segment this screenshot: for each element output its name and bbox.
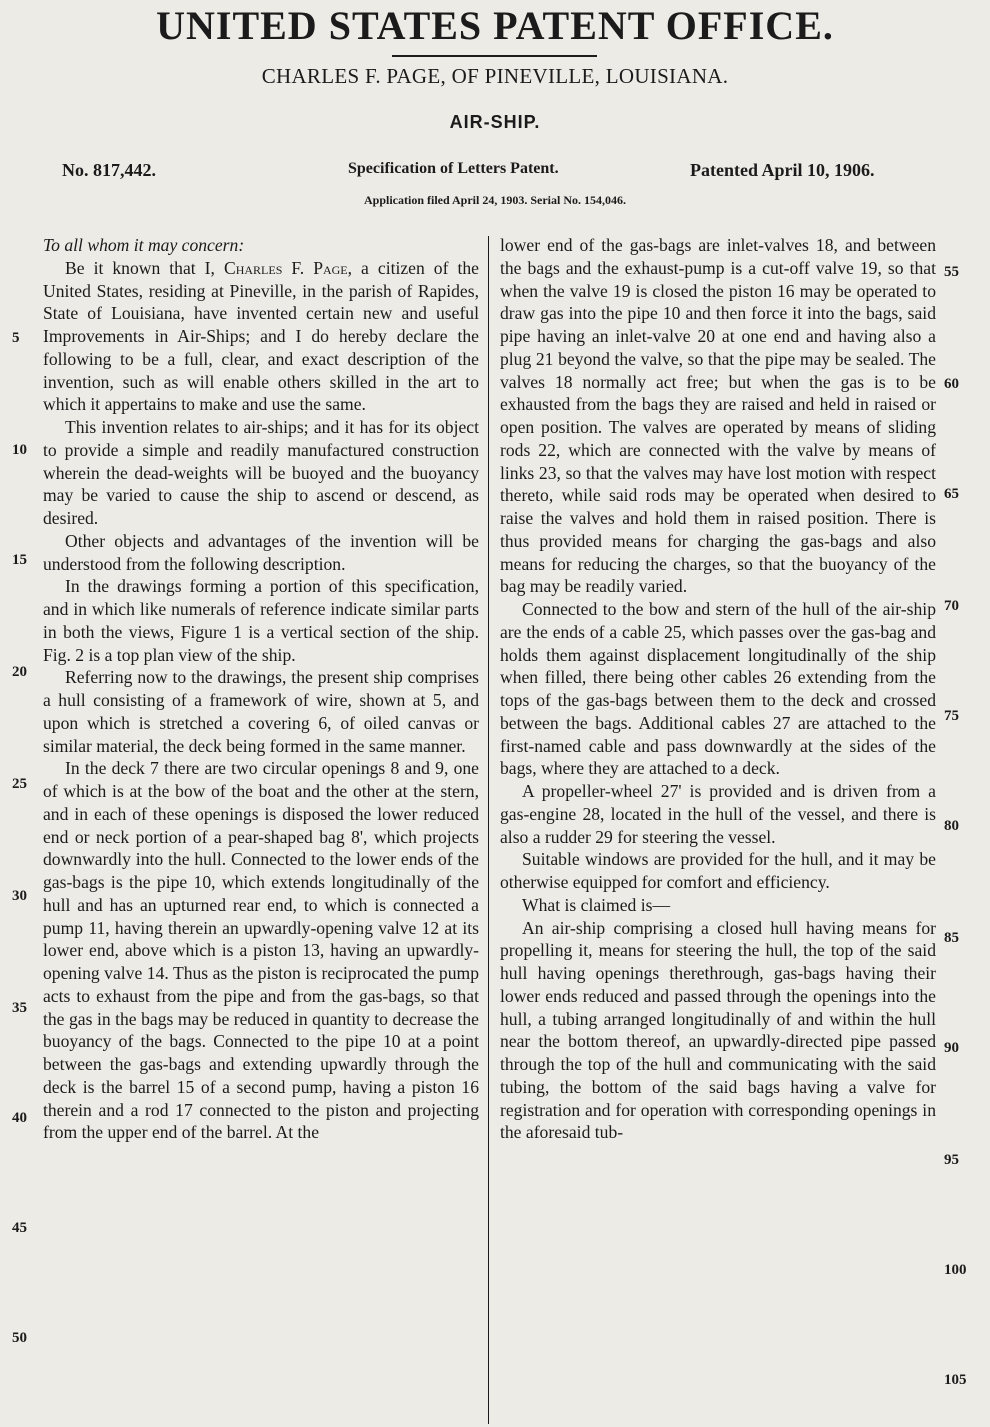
inventor-line: CHARLES F. PAGE, OF PINEVILLE, LOUISIANA. — [261, 64, 729, 88]
application-line: Application filed April 24, 1903. Serial No. 154,046. — [363, 193, 626, 207]
line-number: 50 — [12, 1330, 27, 1346]
paragraph: This invention relates to air-ships; and it has for its object to provide a simple and readily manufactured construction wherein the dead-weights will be buoyed and the buoyancy may be varied to cause the ship to ascend or descend, as desired. — [43, 417, 479, 528]
line-number: 25 — [12, 776, 27, 792]
line-number: 65 — [944, 486, 959, 502]
line-number: 70 — [944, 598, 959, 614]
paragraph: Be it known that I, Charles F. Page, a citizen of the United States, residing at Pineville, in the parish of Rapides, State of Louisiana, have invented certain new and useful Improvements in Air-Ships; and I do hereby declare the following to be a full, clear, and exact description of the invention, such as will enable others skilled in the art to which it appertains to make and use the same. — [43, 257, 479, 415]
paragraph: In the deck 7 there are two circular openings 8 and 9, one of which is at the bow of the boat and the other at the stern, and in each of these openings is disposed the lower reduced end or neck portion of a pear-shaped bag 8', which projects downwardly into the hull. Connected to the lower ends of the gas-bags is the pipe 10, which extends longitudinally of the hull and has an upturned rear end, to which is connected a pump 11, having therein an upwardly-opening valve 12 at its lower end, above which is a piston 13, having an upwardly-opening valve 14. Thus as the piston is reciprocated the pump acts to exhaust from the pipe and from the gas-bags, so that the gas in the bags may be reduced in quantity to decrease the buoyancy of the bags. Connected to the pipe 10 at a point between the gas-bags and extending upwardly through the deck is the barrel 15 of a second pump, having a piston 16 therein and a rod 17 connected to the piston and projecting from the upper end of the barrel. At the — [43, 758, 479, 1143]
paragraph: Connected to the bow and stern of the hull of the air-ship are the ends of a cable 25, which passes over the gas-bag and holds them against displacement longitudinally of the ship when filled, there being other cables 26 extending from the tops of the gas-bags between them to the deck and crossed between the bags. Additional cables 27 are attached to the first-named cable and pass downwardly at the sides of the bags, where they are attached to a deck. — [500, 599, 936, 779]
line-number: 75 — [944, 708, 959, 724]
paragraph: In the drawings forming a portion of this specification, and in which like numerals of reference indicate similar parts in both the views, Figure 1 is a vertical section of the ship. Fig. 2 is a top plan view of the ship. — [43, 576, 479, 665]
patent-title: AIR-SHIP. — [449, 112, 541, 132]
paragraph: Suitable windows are provided for the hull, and it may be otherwise equipped for comfort and efficiency. — [500, 849, 936, 892]
line-number: 60 — [944, 376, 959, 392]
line-number: 80 — [944, 818, 959, 834]
paragraph: Referring now to the drawings, the present ship comprises a hull consisting of a framework of wire, shown at 5, and upon which is stretched a covering 6, of oiled canvas or similar material, the deck being formed in the same manner. — [43, 667, 479, 756]
line-number: 85 — [944, 930, 959, 946]
paragraph: A propeller-wheel 27' is provided and is driven from a gas-engine 28, located in the hull of the vessel, and there is also a rudder 29 for steering the vessel. — [500, 781, 936, 847]
line-number: 100 — [944, 1262, 967, 1278]
paragraph: lower end of the gas-bags are inlet-valves 18, and between the bags and the exhaust-pump is a cut-off valve 19, so that when the valve 19 is closed the piston 16 may be operated to draw gas into the pipe 10 and then force it into the bags, said pipe having an inlet-valve 20 at one end and having also a plug 21 beyond the valve, so that the pipe may be sealed. The valves 18 normally act free; but when the gas is to be exhausted from the bags they are raised and held in raised or open position. The valves are operated by means of sliding rods 22, which are connected with the valve by means of links 23, so that the valves may have lost motion with respect thereto, while said rods may be operated when desired to raise the valves and hold them in raised position. There is thus provided means for charging the gas-bags and also means for reducing the charges, so that the buoyancy of the bag may be readily varied. — [500, 235, 936, 597]
claim-intro: What is claimed is— — [522, 894, 671, 915]
line-number: 90 — [944, 1040, 959, 1056]
line-number: 105 — [944, 1372, 967, 1388]
line-number: 35 — [12, 1000, 27, 1016]
line-number: 40 — [12, 1110, 27, 1126]
right-column — [500, 234, 936, 1144]
line-number: 15 — [12, 552, 27, 568]
inventor-name: Charles F. Page — [223, 257, 348, 278]
specification-label: Specification of Letters Patent. — [348, 160, 559, 177]
patent-number: No. 817,442. — [62, 160, 156, 180]
line-number: 10 — [12, 442, 27, 458]
paragraph: Other objects and advantages of the invention will be understood from the following description. — [43, 530, 479, 574]
line-number: 55 — [944, 264, 959, 280]
left-column — [43, 234, 479, 1144]
claim-text: An air-ship comprising a closed hull having means for propelling it, means for steering the hull, the top of the said hull having openings therethrough, gas-bags having their lower ends reduced and passed through the openings into the hull, a tubing arranged longitudinally of and within the hull near the bottom thereof, an upwardly-directed pipe passed through the top of the hull and communicating with the said tubing, the bottom of the said bags having a valve for registration and for operation with corresponding openings in the aforesaid tub- — [500, 917, 936, 1143]
line-number: 95 — [944, 1152, 959, 1168]
line-number: 30 — [12, 888, 27, 904]
patented-date: Patented April 10, 1906. — [690, 160, 875, 180]
line-number: 5 — [12, 330, 20, 346]
line-number: 20 — [12, 664, 27, 680]
salutation: To all whom it may concern: — [43, 235, 245, 255]
column-divider — [488, 236, 489, 1424]
office-heading: UNITED STATES PATENT OFFICE. — [156, 3, 834, 48]
heading-rule — [392, 55, 597, 57]
line-number: 45 — [12, 1220, 27, 1236]
